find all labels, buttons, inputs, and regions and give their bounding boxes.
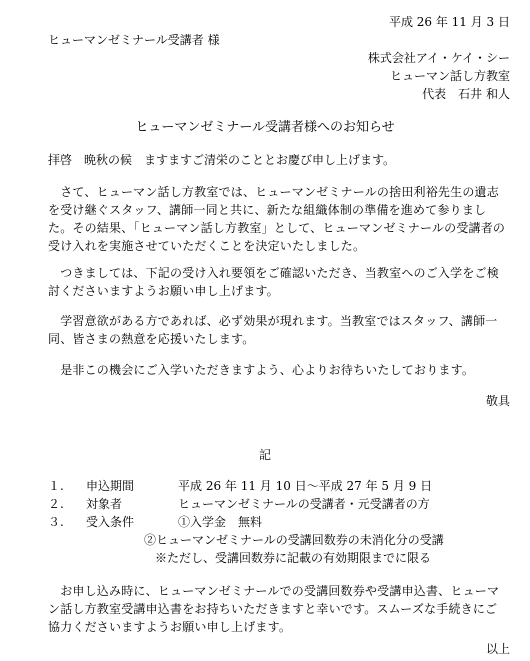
greeting: 拝啓 晩秋の候 ますますご清栄のこととお慶び申し上げます。: [48, 153, 396, 167]
sender-representative: 代表 石井 和人: [422, 87, 510, 101]
list-value: 平成 26 年 11 月 10 日～平成 27 年 5 月 9 日: [178, 479, 433, 493]
condition-note: ※ただし、受講回数券に記載の有効期限までに限る: [155, 551, 432, 565]
closing-keigu: 敬具: [485, 394, 510, 408]
addressee: ヒューマンゼミナール受講者 様: [48, 33, 220, 47]
list-item-target: [48, 496, 430, 512]
ki-heading: 記: [258, 448, 271, 462]
document-title: ヒューマンゼミナール受講者様へのお知らせ: [135, 120, 395, 135]
paragraph-intro: さて、ヒューマン話し方教室では、ヒューマンゼミナールの捨田利裕先生の遺志を受け継ぐスタッフ、講師一同と共に、新たな組織体制の準備を進めて参りました。その結果、「ヒューマン話し方教室」として、ヒューマンゼミナールの受講者の受け入れを実施させていただくことを決定いたしました。: [48, 185, 506, 253]
list-item-conditions: [48, 514, 262, 530]
list-key: 対象者: [86, 497, 123, 511]
condition-2: ②ヒューマンゼミナールの受講回数券の未消化分の受講: [144, 533, 444, 547]
paragraph-request: つきましては、下記の受け入れ要領をご確認いただき、当教室へのご入学をご検討くださいますようお願い申し上げます。: [48, 266, 499, 298]
list-key: 申込期間: [86, 479, 135, 493]
list-number: １.: [48, 479, 64, 493]
paragraph-invitation: 是非この機会にご入学いただきますよう、心よりお待ちいたしております。: [48, 363, 475, 377]
list-number: ３.: [48, 515, 64, 529]
list-item-period: [48, 478, 432, 494]
sender-company: 株式会社アイ・ケイ・シー: [367, 51, 510, 65]
sender-school: ヒューマン話し方教室: [389, 69, 510, 83]
paragraph-motivation: 学習意欲がある方であれば、必ず効果が現れます。当教室ではスタッフ、講師一同、皆さまの熱意を応援いたします。: [48, 314, 498, 346]
document-date: 平成 26 年 11 月 3 日: [388, 15, 510, 29]
list-key: 受入条件: [86, 515, 135, 529]
list-value: ①入学金 無料: [178, 515, 263, 529]
paragraph-final: お申し込み時に、ヒューマンゼミナールでの受講回数券や受講申込書、ヒューマン話し方教室受講申込書をお持ちいただきますと幸いです。スムーズな手続きにご協力くださいますようお願い申し上げます。: [48, 584, 500, 634]
list-value: ヒューマンゼミナールの受講者・元受講者の方: [178, 497, 430, 511]
end-ijou: 以上: [485, 642, 510, 656]
list-number: ２.: [48, 497, 64, 511]
